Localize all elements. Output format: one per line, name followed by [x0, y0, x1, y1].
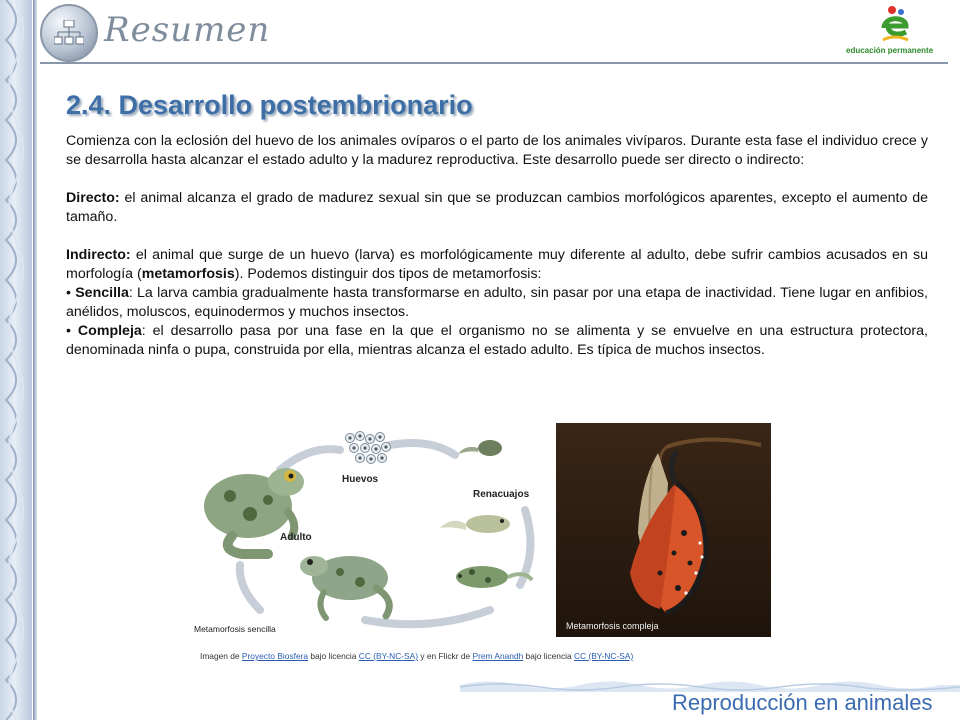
simple-label: Sencilla	[75, 285, 129, 301]
bullet-icon: •	[66, 323, 71, 339]
eggs-label: Huevos	[342, 474, 379, 485]
summary-logo-badge	[40, 4, 98, 62]
left-decorative-band	[0, 0, 32, 720]
hierarchy-icon	[54, 20, 84, 46]
credits-text-4: bajo licencia	[523, 651, 574, 661]
wave-pattern-icon	[0, 0, 32, 720]
indirect-text-a: el animal que surge de un huevo (larva) es morfológicamente muy diferente al adulto, debe sufrir cambios acusados en su morfología (	[66, 247, 928, 282]
bullet-simple	[66, 284, 928, 322]
credits-text-3: y en Flickr de	[418, 651, 473, 661]
license-link-2[interactable]: CC (BY-NC-SA)	[573, 651, 634, 661]
intro-paragraph: Comienza con la eclosión del huevo de los animales ovíparos o el parto de los animales vivíparos. Durante esta fase el individuo crece y se desarrolla hasta alcanzar el estado adulto y la madurez reproductiva. Este desarrollo puede ser directo o indirecto:	[66, 133, 928, 168]
bullet-icon: •	[66, 285, 71, 301]
slide-title: 2.4. Desarrollo postembrionario	[66, 90, 473, 120]
header-title: Resumen	[104, 10, 271, 50]
brand-text: educación permanente	[846, 46, 934, 55]
complex-text: : el desarrollo pasa por una fase en la que el organismo no se alimenta y se envuelve en una estructura protectora, denominada ninfa o pupa, construida por ella, mientras alcanza el estado adulto. Es típica de muchos insectos.	[66, 323, 928, 358]
cycle-arrow	[280, 449, 340, 470]
direct-label: Directo:	[66, 190, 120, 206]
frog-life-cycle-figure	[190, 420, 540, 640]
tadpole-icon	[458, 440, 502, 456]
butterfly-photo	[556, 423, 771, 637]
indirect-text-b: ). Podemos distinguir dos tipos de metamorfosis:	[234, 266, 542, 282]
credits-text-1: Imagen de	[200, 651, 242, 661]
simple-text: : La larva cambia gradualmente hasta transformarse en adulto, sin pasar por una etapa de inactividad. Tiene lugar en anfibios, anélidos, moluscos, equinodermos y muchos insectos.	[66, 285, 928, 320]
left-rule	[33, 0, 37, 720]
complex-label: Compleja	[77, 323, 142, 339]
footer-title: Reproducción en animales	[672, 690, 933, 715]
header-divider	[40, 62, 948, 64]
bullet-complex	[66, 322, 928, 360]
simple-metamorphosis-caption: Metamorfosis sencilla	[194, 624, 276, 634]
brand-logo	[838, 4, 948, 60]
young-frog-icon	[300, 556, 389, 618]
eggs-icon	[346, 432, 391, 464]
image-credits	[200, 651, 800, 661]
butterfly-illustration	[556, 423, 771, 637]
prem-anandh-link[interactable]: Prem Anandh	[472, 651, 524, 661]
complex-metamorphosis-caption: Metamorfosis compleja	[566, 621, 659, 631]
license-link-1[interactable]: CC (BY-NC-SA)	[358, 651, 419, 661]
indirect-label: Indirecto:	[66, 247, 131, 263]
proyecto-biosfera-link[interactable]: Proyecto Biosfera	[241, 651, 309, 661]
educacion-permanente-logo	[880, 4, 910, 44]
direct-paragraph	[66, 189, 928, 227]
tadpole-with-legs-icon	[440, 515, 510, 533]
direct-text: el animal alcanza el grado de madurez sexual sin que se produzcan cambios morfológicos aparentes, excepto el aumento de tamaño.	[66, 190, 928, 225]
slide-content	[66, 132, 928, 360]
credits-text-2: bajo licencia	[308, 651, 359, 661]
tadpoles-label: Renacuajos	[473, 489, 530, 500]
adult-label: Adulto	[280, 532, 312, 543]
metamorfosis-term: metamorfosis	[141, 266, 235, 282]
indirect-paragraph	[66, 246, 928, 284]
frog-life-cycle-illustration	[190, 420, 540, 640]
